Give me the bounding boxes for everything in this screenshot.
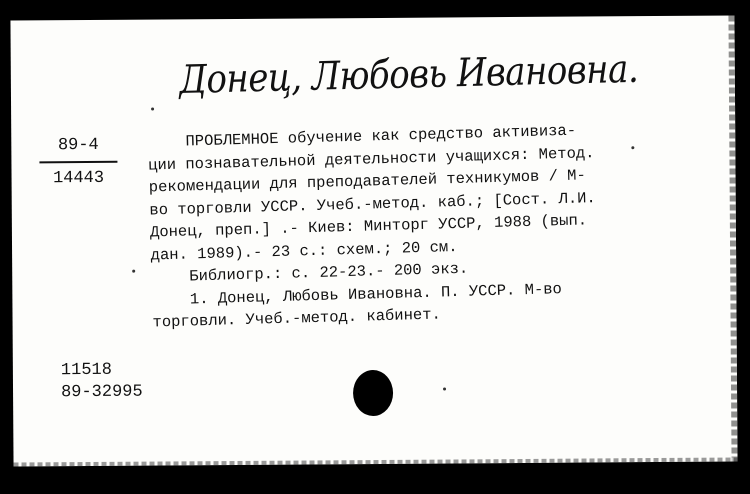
- card-edge-right: [728, 15, 737, 461]
- handwritten-author-heading: Донец, Любовь Ивановна.: [178, 46, 639, 104]
- description-line: во торговли УССР. Учеб.-метод. каб.; [Сост. Л.И.: [149, 188, 596, 220]
- shelfmark: [39, 136, 117, 189]
- description-line: рекомендации для преподавателей техникумов / М-: [148, 166, 587, 197]
- tracing-line: 1. Донец, Любовь Ивановна. П. УССР. М-во: [189, 279, 563, 308]
- card-edge-bottom: [14, 457, 738, 466]
- shelfmark-top: 89-4: [57, 135, 99, 156]
- description-line: Донец, преп.] .- Киев: Минторг УССР, 1988 (вып.: [149, 211, 588, 242]
- speck: [443, 388, 446, 391]
- speck: [631, 146, 634, 149]
- description-line: ПРОБЛЕМНОЕ обучение как средство активиза-: [185, 121, 577, 151]
- speck: [151, 108, 154, 111]
- catalog-card: [10, 15, 737, 466]
- shelfmark-divider: [39, 161, 117, 164]
- system-number: 89-32995: [60, 382, 143, 403]
- description-line: ции познавательной деятельности учащихся: Метод.: [147, 143, 595, 175]
- tracing-line: торговли. Учеб.-метод. кабинет.: [152, 305, 442, 332]
- description-line: дан. 1989).- 23 с.: схем.; 20 см.: [150, 237, 458, 265]
- punch-hole: [353, 370, 393, 416]
- bibliographic-description: [147, 116, 712, 334]
- system-numbers: [61, 360, 143, 405]
- speck: [132, 270, 135, 273]
- bibliography-note: Библиогр.: с. 22-23.- 200 экз.: [189, 259, 469, 286]
- system-number: 11518: [60, 360, 112, 381]
- shelfmark-bottom: 14443: [52, 168, 105, 189]
